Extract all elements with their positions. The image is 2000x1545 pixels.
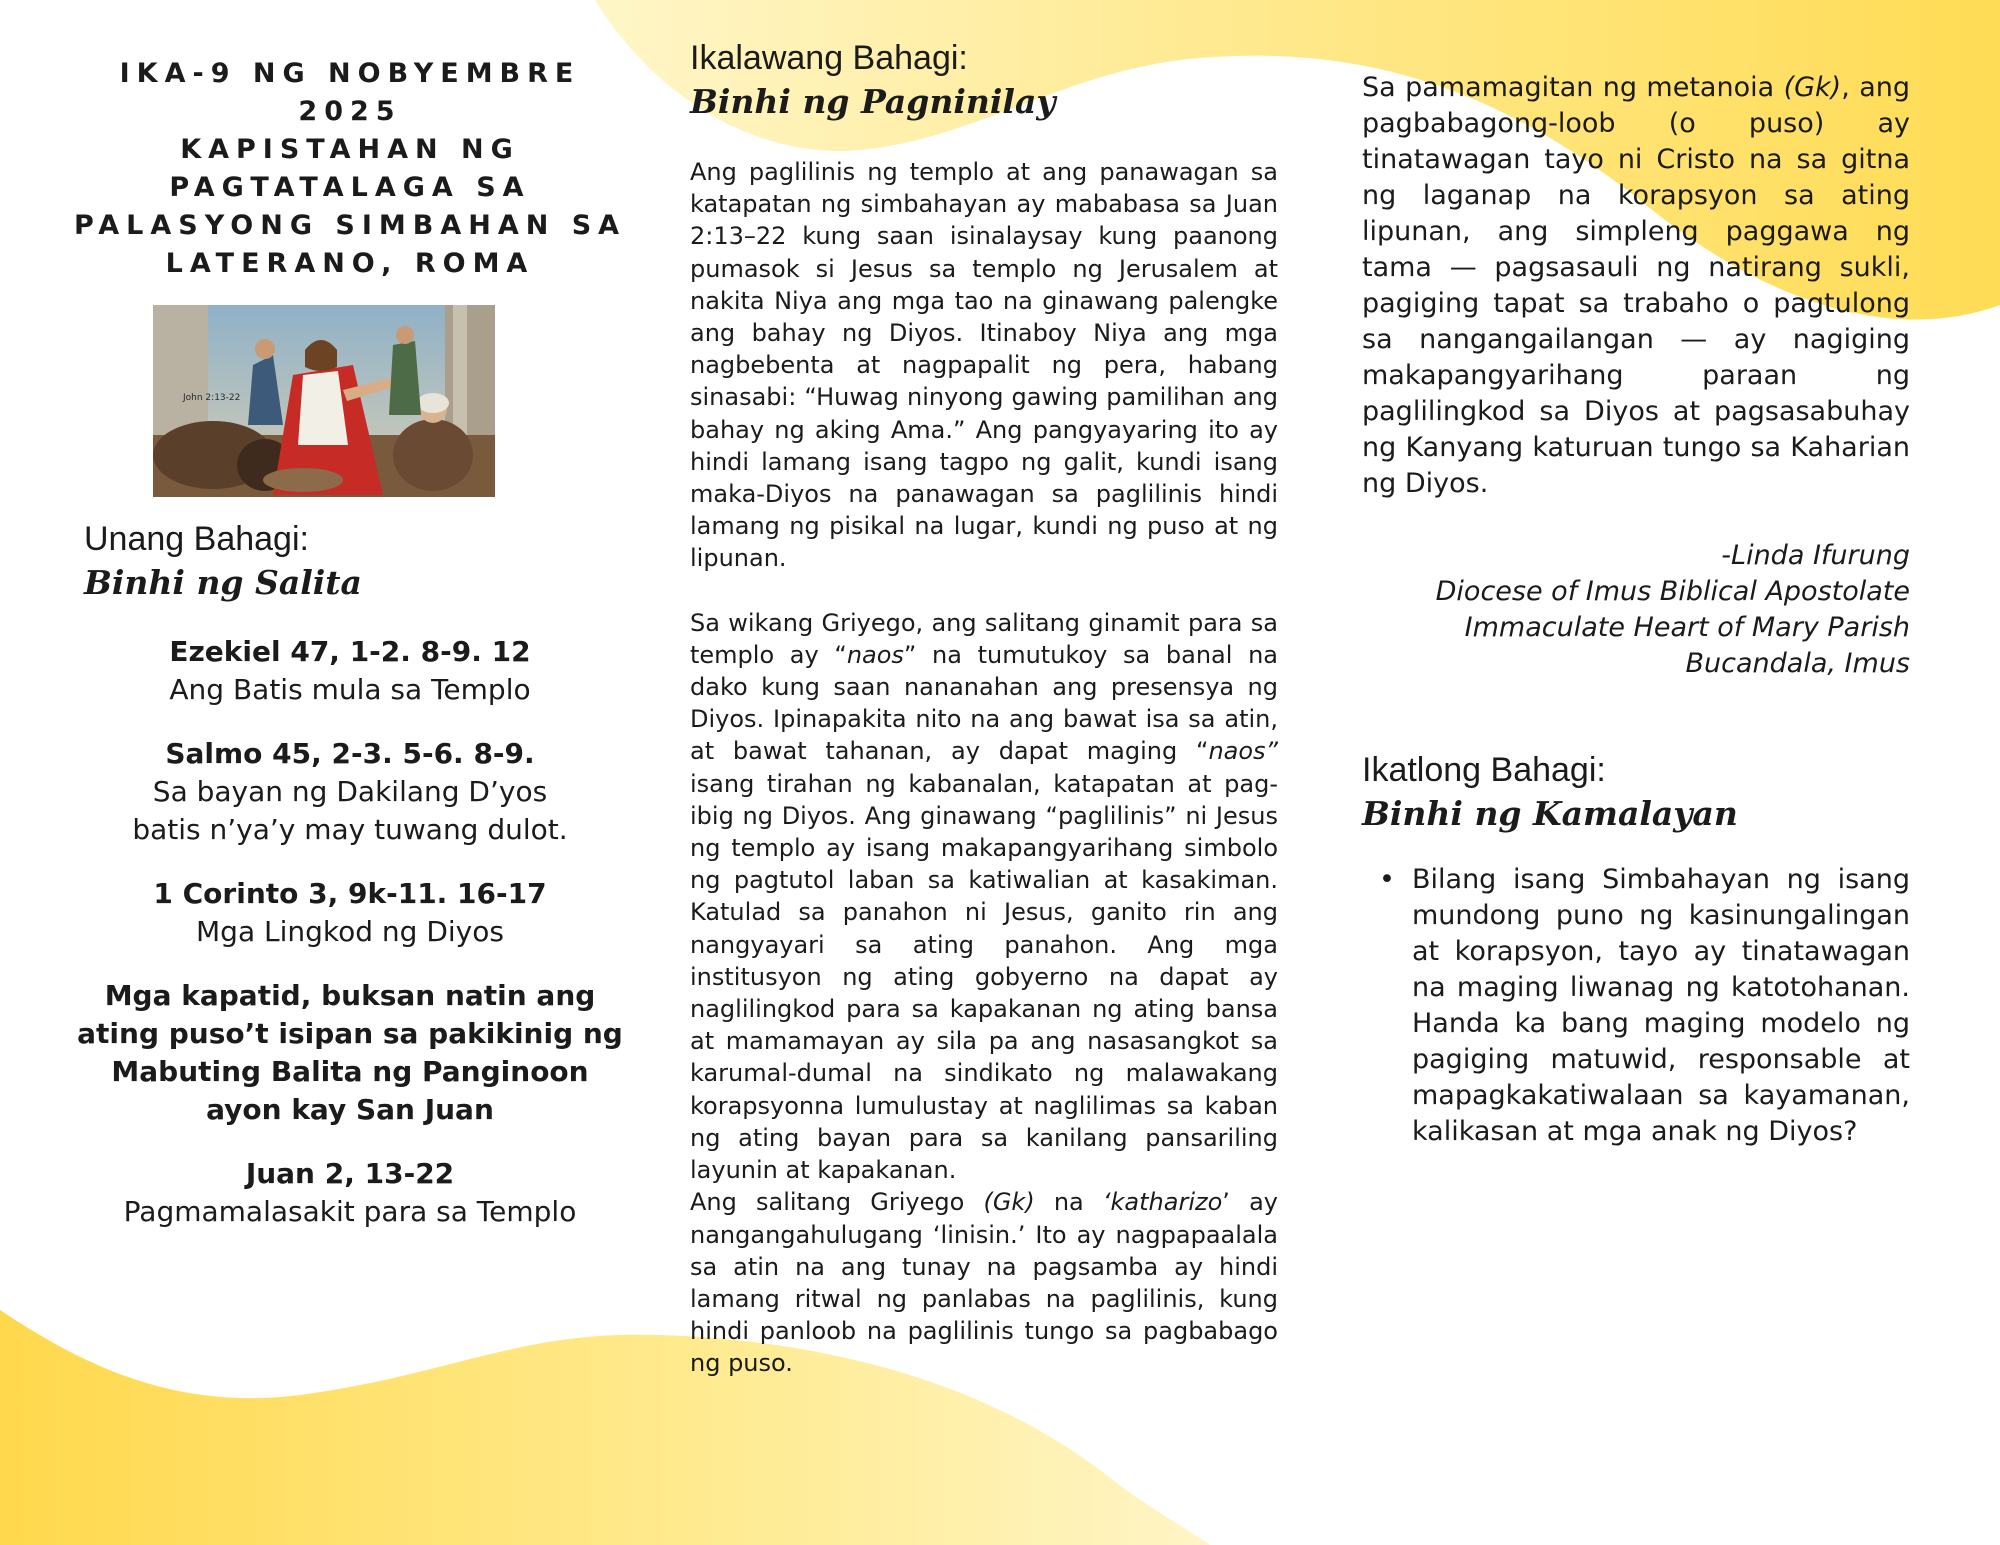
reflection-paragraph-1: Ang paglilinis ng templo at ang panawagan sa katapatan ng simbahayan ay mababasa sa Juan 2:13–22 kung saan isinalaysay kung paanong pumasok si Jesus sa templo ng Jerusalem at nakita Niya ang mga tao na ginawang palengke ang bahay ng Diyos. Itinaboy Niya ang mga nagbebenta at nagpapalit ng pera, habang sinasabi: “Huwag ninyong gawing pamilihan ang bahay ng aking Ama.” Ang pangyayaring ito ay hindi lamang isang tagpo ng galit, kundi isang maka-Diyos na panawagan sa paglilinis hindi lamang ng pisikal na lugar, kundi ng puso at ng lipunan. — [690, 158, 1278, 573]
section-label-2: Ikalawang Bahagi: — [690, 39, 968, 77]
reading-title: Ang Batis mula sa Templo — [169, 673, 531, 706]
author-name: -Linda Ifurung — [1721, 540, 1910, 571]
list-item: • Bilang isang Simbahayan ng isang mundong puno ng kasinungalingan at korapsyon, tayo ay tinatawagan na maging liwanag ng katotohanan. Handa ka bang maging modelo ng pagiging matuwid, responsable at mapagkakatiwalaan sa kayamanan, kalikasan at mga anak ng Diyos? — [1379, 864, 1910, 1147]
section-title-3: Binhi ng Kamalayan — [1362, 794, 1738, 833]
section-title-2: Binhi ng Pagninilay — [690, 82, 1056, 121]
psalm-response-line: batis n’ya’y may tuwang dulot. — [132, 813, 568, 846]
gospel-intro: Mga kapatid, buksan natin ang ating puso’t isipan sa pakikinig ng Mabuting Balita ng Panginoon ayon kay San Juan — [77, 979, 623, 1126]
reading-ref: Salmo 45, 2-3. 5-6. 8-9. — [165, 737, 535, 770]
reading-1 — [70, 633, 630, 709]
metanoia-paragraph: Sa pamamagitan ng metanoia (Gk), ang pagbabagong-loob (o puso) ay tinatawagan tayo ni Cristo na sa gitna ng laganap na korapsyon sa ating lipunan, ang simpleng paggawa ng tama — pagsasauli ng natirang sukli, pagiging tapat sa trabaho o pagtulong sa nangangailangan — ay nagiging makapangyarihang paraan ng paglilingkod sa Diyos at pagsasabuhay ng Kanyang katuruan tungo sa Kaharian ng Diyos. — [1362, 72, 1910, 499]
gospel-reading — [70, 1155, 630, 1231]
column-reflection — [690, 38, 1278, 1380]
column-awareness — [1362, 70, 1910, 1150]
reading-ref: 1 Corinto 3, 9k-11. 16-17 — [153, 877, 547, 910]
cleansing-of-temple-painting — [153, 305, 495, 497]
bullet-icon: • — [1379, 864, 1395, 895]
author-parish: Immaculate Heart of Mary Parish — [1464, 612, 1910, 643]
section-label-3: Ikatlong Bahagi: — [1362, 751, 1606, 789]
gospel-ref: Juan 2, 13-22 — [245, 1157, 455, 1190]
reading-2 — [70, 875, 630, 951]
author-affiliation: Diocese of Imus Biblical Apostolate — [1435, 576, 1910, 607]
reflection-paragraph-2: Sa wikang Griyego, ang salitang ginamit para sa templo ay “naos” na tumutukoy sa banal na dako kung saan nananahan ang presensya ng Diyos. Ipinapakita nito na ang bawat isa sa atin, at bawat tahanan, ay dapat maging “naos” isang tirahan ng kabanalan, katapatan at pag-ibig ng Diyos. Ang ginawang “paglilinis” ni Jesus ng templo ay isang makapangyarihang simbolo ng pagtutol laban sa katiwalian at kasakiman. Katulad sa panahon ni Jesus, ganito rin ang nangyayari sa ating panahon. Ang mga institusyon ng ating gobyerno na dapat ay naglilingkod para sa kapakanan ng ating bansa at mamamayan ay sila pa ang nasasangkot sa karumal-dumal na sindikato ng malawakang korapsyonna lumulustay at naglilimas sa kaban ng ating bayan para sa kanilang pansariling layunin at kapakanan. — [690, 608, 1278, 1185]
reading-title: Mga Lingkod ng Diyos — [196, 915, 504, 948]
reading-psalm — [70, 735, 630, 849]
author-signature — [1362, 538, 1910, 682]
awareness-list — [1362, 862, 1910, 1150]
feast-title: IKA-9 NG NOBYEMBRE 2025 KAPISTAHAN NG PAGTATALAGA SA PALASYONG SIMBAHAN SA LATERANO, ROMA — [73, 58, 627, 279]
section-title-1: Binhi ng Salita — [84, 563, 362, 602]
section-label-1: Unang Bahagi: — [84, 520, 309, 558]
reading-ref: Ezekiel 47, 1-2. 8-9. 12 — [169, 635, 531, 668]
author-location: Bucandala, Imus — [1685, 648, 1910, 679]
image-caption: John 2:13-22 — [183, 393, 241, 403]
column-readings — [70, 55, 630, 1231]
gospel-title: Pagmamalasakit para sa Templo — [123, 1195, 577, 1228]
psalm-response-line: Sa bayan ng Dakilang D’yos — [152, 775, 548, 808]
reflection-paragraph-3: Ang salitang Griyego (Gk) na ‘katharizo’ ay nangangahulugang ‘linisin.’ Ito ay nagpapaalala sa atin na ang tunay na pagsamba ay hindi lamang ritwal ng panlabas na paglilinis, kung hindi panloob na paglilinis tungo sa pagbabago ng puso. — [690, 1188, 1278, 1378]
